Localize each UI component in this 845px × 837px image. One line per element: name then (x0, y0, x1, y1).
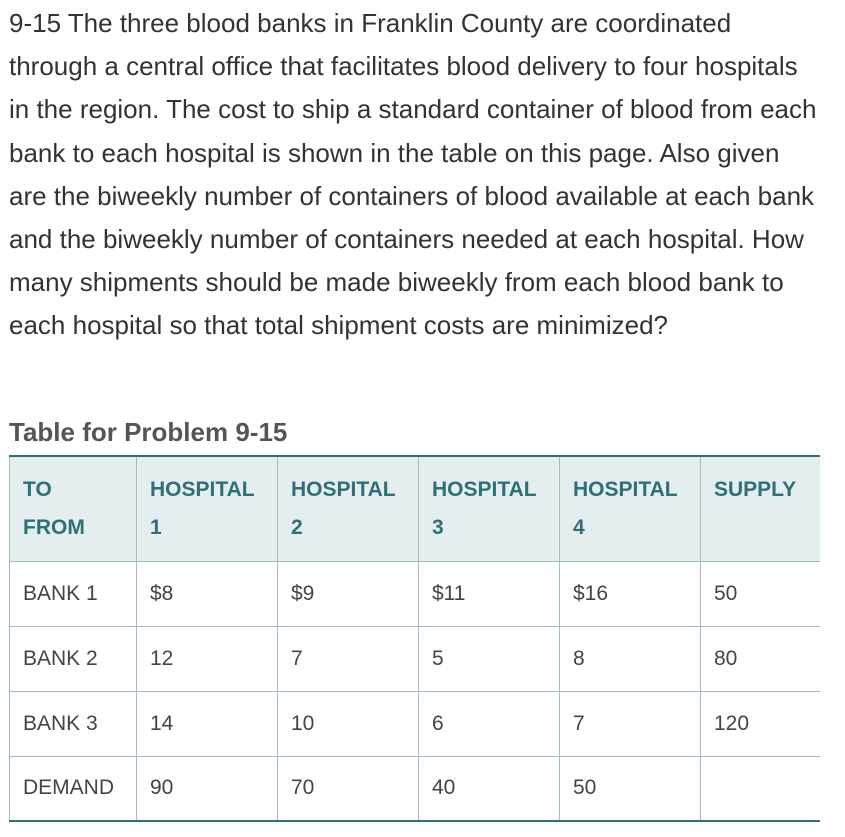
header-hospital-2-line2: 2 (291, 515, 303, 539)
table-cell: 40 (419, 756, 560, 821)
header-hospital-4-line1: HOSPITAL (573, 477, 678, 501)
table-cell: 50 (701, 561, 820, 626)
header-hospital-2-line1: HOSPITAL (291, 477, 396, 501)
table-cell: 10 (278, 691, 419, 756)
table-cell: $16 (560, 561, 701, 626)
header-supply-line2 (714, 509, 820, 547)
table-cell: 80 (701, 626, 820, 691)
table-row-bank-3 (10, 691, 820, 756)
header-hospital-3 (419, 456, 560, 561)
row-label: BANK 3 (10, 691, 137, 756)
header-hospital-1-line1: HOSPITAL (150, 477, 255, 501)
table-cell: 6 (419, 691, 560, 756)
table-header-row (10, 456, 820, 561)
row-label: BANK 1 (10, 561, 137, 626)
table-cell: 70 (278, 756, 419, 821)
table-cell: 90 (137, 756, 278, 821)
header-supply-line1: SUPPLY (714, 477, 797, 501)
header-from-label: FROM (23, 515, 85, 539)
row-label: DEMAND (10, 756, 137, 821)
header-hospital-4 (560, 456, 701, 561)
table-cell: $11 (419, 561, 560, 626)
header-hospital-2 (278, 456, 419, 561)
table-cell (701, 756, 820, 821)
row-label: BANK 2 (10, 626, 137, 691)
table-cell: 8 (560, 626, 701, 691)
header-hospital-4-line2: 4 (573, 515, 585, 539)
header-hospital-1 (137, 456, 278, 561)
header-supply (701, 456, 820, 561)
table-cell: 7 (560, 691, 701, 756)
shipping-cost-table (9, 455, 820, 822)
table-cell: 12 (137, 626, 278, 691)
table-row-bank-2 (10, 626, 820, 691)
header-hospital-3-line2: 3 (432, 515, 444, 539)
table-cell: 7 (278, 626, 419, 691)
table-cell: $8 (137, 561, 278, 626)
table-cell: $9 (278, 561, 419, 626)
table-row-demand (10, 756, 820, 821)
table-cell: 50 (560, 756, 701, 821)
table-cell: 14 (137, 691, 278, 756)
table-cell: 5 (419, 626, 560, 691)
header-to-label: TO (23, 477, 52, 501)
header-corner-cell (10, 456, 137, 561)
header-hospital-1-line2: 1 (150, 515, 162, 539)
table-cell: 120 (701, 691, 820, 756)
table-caption: Table for Problem 9-15 (9, 417, 288, 447)
table-container (9, 455, 819, 822)
problem-statement: 9-15 The three blood banks in Franklin County are coordinated through a central office that facilitates blood delivery to four hospitals in the region. The cost to ship a standard container of blood from each bank to each hospital is shown in the table on this page. Also given are the biweekly number of containers of blood available at each bank and the biweekly number of containers needed at each hospital. How many shipments should be made biweekly from each blood bank to each hospital so that total shipment costs are minimized? (9, 8, 817, 341)
table-row-bank-1 (10, 561, 820, 626)
header-hospital-3-line1: HOSPITAL (432, 477, 537, 501)
